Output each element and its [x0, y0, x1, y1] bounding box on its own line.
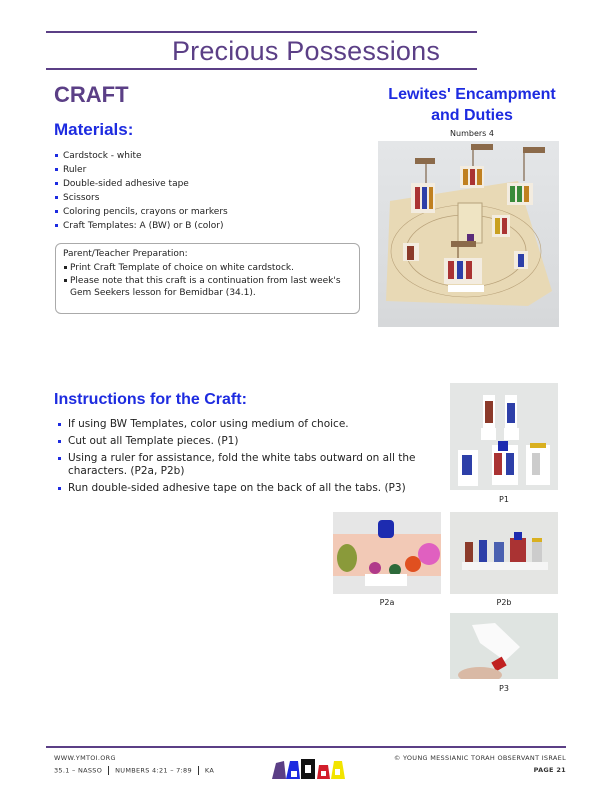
craft-heading: CRAFT [54, 82, 129, 107]
footer-level: KA [204, 766, 215, 775]
instruction-step: Using a ruler for assistance, fold the white tabs outward on all the characters. (P2a, P2b) [57, 452, 427, 478]
footer-lesson-info [54, 766, 214, 775]
footer-lesson: 35.1 – NASSO [54, 766, 103, 775]
header-rule-bottom [46, 68, 477, 70]
caption-p1: P1 [499, 495, 509, 504]
material-item: Craft Templates: A (BW) or B (color) [54, 219, 228, 233]
footer-copyright: © YOUNG MESSIANIC TORAH OBSERVANT ISRAEL [393, 754, 566, 762]
footer-verses: NUMBERS 4:21 – 7:89 [115, 766, 192, 775]
material-item: Coloring pencils, crayons or markers [54, 205, 228, 219]
footer-page-number: PAGE 21 [533, 766, 566, 774]
materials-heading: Materials: [54, 120, 134, 139]
caption-p3: P3 [499, 684, 509, 693]
materials-list [54, 149, 228, 233]
footer-rule [46, 746, 566, 748]
feature-reference: Numbers 4 [450, 129, 494, 138]
photo-p1 [450, 383, 558, 490]
photo-p2a [333, 512, 441, 594]
photo-p3 [450, 613, 558, 679]
instruction-step: If using BW Templates, color using medium of choice. [57, 418, 427, 431]
instructions-list [57, 418, 427, 499]
prep-box [55, 243, 360, 314]
material-item: Cardstock - white [54, 149, 228, 163]
photo-p2b [450, 512, 558, 594]
prep-item: Please note that this craft is a continuation from last week's Gem Seekers lesson for Bemidbar (34.1). [63, 275, 352, 299]
material-item: Scissors [54, 191, 228, 205]
material-item: Double-sided adhesive tape [54, 177, 228, 191]
footer-website: WWW.YMTOI.ORG [54, 754, 116, 762]
page-title: Precious Possessions [171, 36, 441, 66]
footer-separator [108, 766, 109, 775]
caption-p2a: P2a [379, 598, 395, 607]
prep-title: Parent/Teacher Preparation: [63, 249, 188, 259]
instruction-step: Run double-sided adhesive tape on the back of all the tabs. (P3) [57, 482, 427, 495]
encampment-photo [378, 141, 559, 327]
footer-separator [198, 766, 199, 775]
instructions-heading: Instructions for the Craft: [54, 391, 247, 408]
prep-item: Print Craft Template of choice on white cardstock. [63, 262, 352, 274]
ymtoi-logo [270, 755, 350, 781]
instruction-step: Cut out all Template pieces. (P1) [57, 435, 427, 448]
feature-title-line1: Lewites' Encampment [388, 86, 556, 103]
material-item: Ruler [54, 163, 228, 177]
caption-p2b: P2b [496, 598, 512, 607]
feature-title-line2: and Duties [431, 107, 513, 124]
header-rule-top [46, 31, 477, 33]
feature-title [372, 84, 572, 126]
